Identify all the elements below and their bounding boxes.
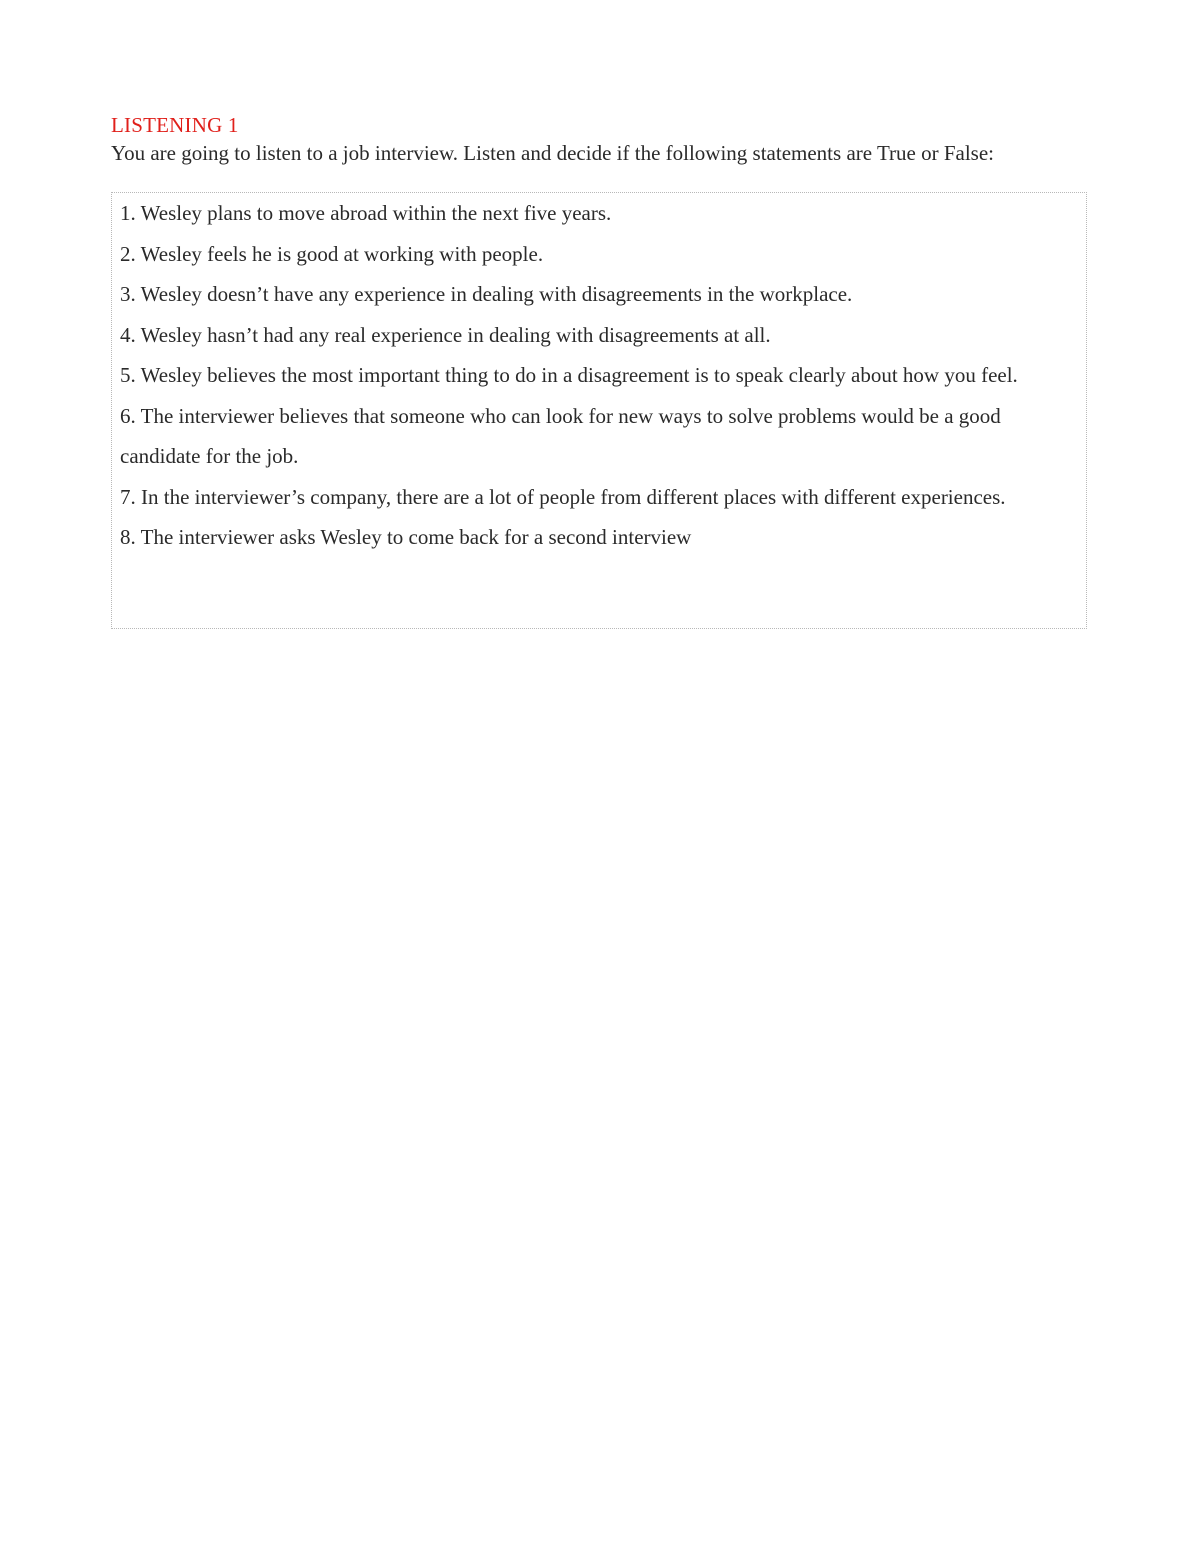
statement-item: 5. Wesley believes the most important thing to do in a disagreement is to speak clearly about how you feel. bbox=[120, 363, 1018, 387]
statements-list bbox=[120, 193, 1078, 558]
statement-item: 1. Wesley plans to move abroad within the next five years. bbox=[120, 201, 612, 225]
statement-item: 6. The interviewer believes that someone who can look for new ways to solve problems would be a good candidate for the job. bbox=[120, 403, 1001, 468]
statement-item: 7. In the interviewer’s company, there are a lot of people from different places with different experiences. bbox=[120, 484, 1006, 509]
section-heading: LISTENING 1 bbox=[111, 113, 239, 137]
instructions-text: You are going to listen to a job interview. Listen and decide if the following statements are True or False: bbox=[111, 141, 995, 165]
statement-item: 2. Wesley feels he is good at working with people. bbox=[120, 241, 544, 266]
statement-item: 3. Wesley doesn’t have any experience in dealing with disagreements in the workplace. bbox=[120, 282, 853, 306]
statement-item: 4. Wesley hasn’t had any real experience in dealing with disagreements at all. bbox=[120, 322, 771, 347]
statements-box bbox=[111, 192, 1087, 629]
statement-item: 8. The interviewer asks Wesley to come back for a second interview bbox=[120, 525, 692, 549]
